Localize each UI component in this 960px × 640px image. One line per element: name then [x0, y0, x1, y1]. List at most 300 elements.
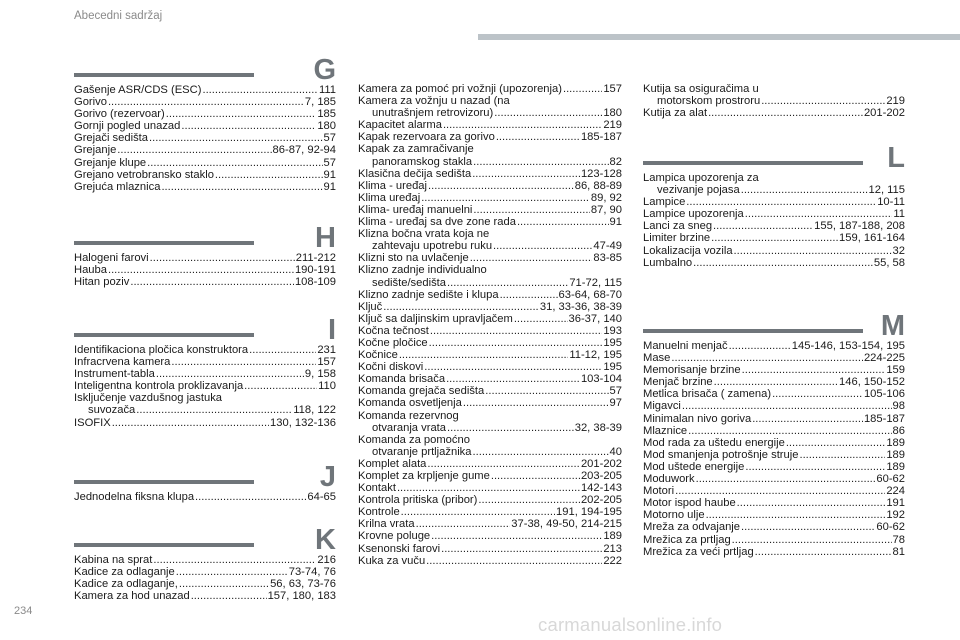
dot-leader: [427, 458, 580, 470]
index-entry-pages: 108-109: [294, 276, 336, 289]
dot-leader: [682, 400, 892, 412]
dot-leader: [732, 534, 892, 546]
index-entry-pages: 201-202: [580, 457, 622, 470]
index-entry: [643, 413, 905, 425]
index-entry-pages: 219: [886, 95, 905, 108]
dot-leader: [244, 380, 317, 392]
index-entry-label: Kadice za odlaganje: [74, 566, 175, 579]
dot-leader: [447, 422, 574, 434]
index-entry-label: sedište/sedišta: [372, 276, 447, 289]
section-divider: [643, 161, 863, 165]
index-entry-pages: 157: [317, 356, 336, 369]
dot-leader: [473, 204, 589, 216]
index-entry-label: Mase: [643, 352, 671, 365]
index-entry-pages: 82: [609, 155, 622, 168]
index-entry-label: Kamera za hod unazad: [74, 590, 190, 603]
index-entry-pages: 103-104: [580, 373, 622, 386]
dot-leader: [478, 494, 580, 506]
section-letter: H: [315, 222, 336, 254]
index-entry-label: Lumbalno: [643, 256, 693, 269]
dot-leader: [693, 257, 873, 269]
index-entry: [358, 446, 622, 458]
index-entry-label: Kapacitet alarma: [358, 119, 442, 132]
index-entry-pages: 231: [317, 344, 336, 356]
index-entry-label: Gašenje ASR/CDS (ESC): [74, 84, 202, 96]
dot-leader: [156, 368, 304, 380]
index-entry-label: Klizno zadnje sedište i klupa: [358, 288, 499, 301]
dot-leader: [711, 232, 838, 244]
index-entry-pages: 12, 115: [868, 184, 905, 197]
index-entry-label: Hauba: [74, 264, 107, 277]
index-entry: [358, 422, 622, 434]
index-entry-pages: 185-187: [863, 412, 905, 425]
dot-leader: [112, 417, 269, 429]
index-entry-list: [643, 172, 905, 269]
dot-leader: [686, 196, 876, 208]
index-entry-pages: 195: [603, 336, 622, 349]
index-entry-pages: 211-212: [295, 252, 336, 264]
index-entry-pages: 86: [892, 424, 905, 437]
section-letter: I: [327, 314, 336, 346]
index-entry-pages: 118, 122: [293, 404, 336, 417]
index-entry: [643, 425, 905, 437]
index-entry: [74, 264, 336, 276]
dot-leader: [671, 352, 863, 364]
index-entry: [358, 168, 622, 180]
dot-leader: [799, 449, 885, 461]
index-entry-label: Motori: [643, 485, 675, 498]
index-entry: [643, 245, 905, 257]
index-entry-label: Ksenonski farovi: [358, 542, 441, 555]
index-entry-label: Kamera za pomoć pri vožnji (upozorenja): [358, 83, 562, 95]
index-section-h: [74, 222, 336, 289]
dot-leader: [500, 289, 558, 301]
index-entry-pages: 180: [317, 120, 336, 133]
index-entry-label: zahtevaju upotrebu ruku: [372, 240, 493, 253]
index-entry: [358, 192, 622, 204]
index-entry-label: ISOFIX: [74, 416, 111, 429]
index-entry: [643, 473, 905, 485]
dot-leader: [136, 404, 292, 416]
index-entry: [643, 388, 905, 400]
dot-leader: [179, 578, 269, 590]
dot-leader: [473, 156, 608, 168]
index-entry: [643, 521, 905, 533]
index-entry: [74, 252, 336, 264]
dot-leader: [737, 497, 886, 509]
index-entry: [358, 277, 622, 289]
index-entry: [358, 131, 622, 143]
index-entry-pages: 189: [886, 460, 905, 473]
index-entry: [74, 566, 336, 578]
index-entry-pages: 105-106: [863, 388, 905, 401]
dot-leader: [714, 376, 838, 388]
index-entry: [358, 107, 622, 119]
index-entry-first-line: Lampica upozorenja za: [643, 172, 759, 184]
index-entry: [358, 458, 622, 470]
index-entry-pages: 87, 90: [590, 203, 622, 216]
index-entry-label: Lokalizacija vozila: [643, 244, 733, 257]
dot-leader: [514, 313, 568, 325]
index-entry-list: [74, 491, 336, 503]
index-entry: [358, 119, 622, 131]
dot-leader: [161, 181, 322, 193]
dot-leader: [153, 554, 316, 566]
index-entry-first-line: Kamera za vožnju u nazad (na: [358, 95, 510, 108]
index-entry-pages: 219: [603, 119, 622, 132]
index-entry: [358, 313, 622, 325]
index-entry-pages: 86, 88-89: [574, 179, 622, 192]
index-section-l: [643, 142, 905, 269]
section-divider: [74, 543, 254, 547]
dot-leader: [447, 277, 568, 289]
index-entry: [358, 289, 622, 301]
index-entry-pages: 185: [317, 108, 336, 121]
section-divider: [74, 333, 254, 337]
index-entry-pages: 60-62: [876, 521, 905, 534]
section-header: [74, 54, 336, 86]
index-entry-label: Identifikaciona pločica konstruktora: [74, 344, 249, 356]
index-entry: [358, 543, 622, 555]
index-section-k: [74, 524, 336, 603]
index-entry-pages: 159: [886, 364, 905, 377]
index-entry: [643, 364, 905, 376]
index-entry: [643, 232, 905, 244]
index-entry: [643, 485, 905, 497]
index-entry-label: Mod smanjenja potrošnje struje: [643, 448, 799, 461]
dot-leader: [713, 220, 813, 232]
dot-leader: [428, 180, 574, 192]
dot-leader: [493, 240, 592, 252]
index-entry-label: Mod rada za uštedu energije: [643, 436, 785, 449]
index-entry: [74, 404, 336, 416]
dot-leader: [416, 518, 511, 530]
index-entry-label: Klima - uređaj sa dve zone rada: [358, 216, 516, 229]
dot-leader: [729, 340, 791, 352]
index-section-k-continued: [358, 83, 622, 567]
index-entry-pages: 146, 150-152: [839, 376, 905, 389]
index-entry-pages: 130, 132-136: [270, 416, 336, 429]
index-entry-label: Mrežica za veći prtljag: [643, 545, 754, 558]
index-entry-label: Jednodelna fiksna klupa: [74, 491, 195, 503]
dot-leader: [117, 144, 271, 156]
index-entry-label: Grejači sedišta: [74, 132, 148, 145]
index-entry-pages: 159, 161-164: [839, 232, 905, 245]
section-letter: M: [880, 310, 905, 342]
index-entry-pages: 222: [603, 554, 622, 567]
index-entry-label: Gorivo (rezervoar): [74, 108, 165, 121]
index-entry: [358, 385, 622, 397]
index-entry: [643, 220, 905, 232]
index-entry-pages: 57: [323, 132, 336, 145]
index-entry-pages: 57: [609, 385, 622, 398]
index-section-j: [74, 461, 336, 503]
index-entry-label: Kočni diskovi: [358, 361, 424, 374]
index-entry-first-line: Isključenje vazdušnog jastuka: [74, 392, 223, 405]
index-entry-pages: 31, 33-36, 38-39: [539, 300, 622, 313]
index-entry: [358, 361, 622, 373]
index-entry-pages: 216: [317, 554, 336, 566]
index-entry-pages: 91: [323, 180, 336, 193]
index-entry-first-line: Kapak za zamračivanje: [358, 143, 474, 156]
index-entry-label: Kočnice: [358, 349, 398, 362]
index-entry-pages: 40: [609, 445, 622, 458]
section-header: [643, 142, 905, 174]
index-entry: [358, 397, 622, 409]
index-entry-pages: 57: [323, 156, 336, 169]
index-entry-label: Hitan poziv: [74, 276, 130, 289]
index-entry-pages: 36-37, 140: [568, 312, 622, 325]
index-entry: [358, 555, 622, 567]
index-entry: [358, 373, 622, 385]
dot-leader: [429, 337, 603, 349]
index-entry: [358, 530, 622, 542]
dot-leader: [397, 482, 580, 494]
index-entry-label: Mlaznice: [643, 424, 688, 437]
index-entry-label: Metlica brisača ( zamena): [643, 388, 772, 401]
index-entry: [74, 120, 336, 132]
index-entry: [358, 325, 622, 337]
index-entry-pages: 97: [609, 397, 622, 410]
index-entry-label: unutrašnjem retrovizoru): [372, 107, 494, 120]
index-entry: [74, 417, 336, 429]
index-entry: [358, 301, 622, 313]
index-entry: [74, 169, 336, 181]
dot-leader: [149, 132, 323, 144]
index-entry-pages: 180: [603, 107, 622, 120]
section-header: [74, 222, 336, 254]
section-letter: G: [313, 54, 336, 86]
dot-leader: [742, 364, 886, 376]
dot-leader: [130, 276, 294, 288]
dot-leader: [708, 107, 863, 119]
index-entry-pages: 145-146, 153-154, 195: [791, 340, 905, 352]
index-entry-pages: 189: [886, 448, 905, 461]
dot-leader: [734, 245, 892, 257]
index-entry-pages: 185-187: [580, 131, 622, 144]
index-entry-label: Krovne poluge: [358, 530, 431, 543]
index-entry: [643, 449, 905, 461]
dot-leader: [517, 216, 609, 228]
index-entry: [74, 84, 336, 96]
dot-leader: [249, 344, 316, 356]
dot-leader: [745, 461, 885, 473]
index-entry-pages: 78: [892, 533, 905, 546]
index-entry: [74, 578, 336, 590]
index-entry-label: Kontrola pritiska (pribor): [358, 494, 478, 507]
index-entry: [74, 344, 336, 356]
index-entry-pages: 191: [886, 497, 905, 510]
index-entry-label: Kutija za alat: [643, 107, 708, 120]
index-entry-label: Minimalan nivo goriva: [643, 412, 752, 425]
index-entry-pages: 71-72, 115: [569, 276, 622, 289]
dot-leader: [195, 491, 306, 503]
index-entry-pages: 190-191: [294, 264, 336, 277]
dot-leader: [202, 84, 318, 96]
dot-leader: [446, 373, 580, 385]
index-entry-label: Klizni sto na uvlačenje: [358, 252, 469, 265]
dot-leader: [485, 385, 608, 397]
index-entry-label: Gorivo: [74, 96, 107, 109]
index-entry-first-line: Klizno zadnje individualno: [358, 264, 487, 277]
index-entry-label: vezivanje pojasa: [657, 184, 740, 197]
dot-leader: [696, 473, 876, 485]
index-entry-label: Kontrole: [358, 506, 400, 519]
index-entry-list: [74, 84, 336, 193]
index-entry-first-line: Kutija sa osiguračima u: [643, 83, 759, 95]
dot-leader: [472, 168, 580, 180]
dot-leader: [470, 252, 593, 264]
index-entry-pages: 195: [603, 361, 622, 374]
index-entry-label: Komanda brisača: [358, 373, 446, 386]
index-entry-label: Kabina na sprat: [74, 554, 153, 566]
dot-leader: [494, 107, 602, 119]
section-letter: J: [319, 461, 336, 493]
section-divider: [74, 241, 254, 245]
index-entry: [74, 590, 336, 602]
index-entry-label: Kočne pločice: [358, 336, 428, 349]
dot-leader: [426, 555, 602, 567]
index-entry-label: Ključ: [358, 300, 383, 313]
dot-leader: [401, 506, 555, 518]
index-entry: [74, 132, 336, 144]
index-entry-label: suvozača: [88, 404, 136, 417]
index-entry: [74, 181, 336, 193]
dot-leader: [741, 521, 875, 533]
index-entry: [74, 491, 336, 503]
index-entry: [643, 509, 905, 521]
index-entry: [358, 349, 622, 361]
index-entry-pages: 123-128: [580, 167, 622, 180]
index-entry-pages: 10-11: [877, 196, 905, 209]
index-entry-pages: 63-64, 68-70: [558, 288, 622, 301]
dot-leader: [441, 543, 602, 555]
dot-leader: [108, 264, 294, 276]
index-entry-pages: 191, 194-195: [556, 506, 622, 519]
index-entry-pages: 47-49: [593, 240, 622, 253]
section-divider: [74, 480, 254, 484]
index-entry-label: Instrument-tabla: [74, 368, 155, 381]
index-entry: [358, 470, 622, 482]
watermark: carmanualsonline.info: [538, 614, 723, 635]
index-entry: [358, 204, 622, 216]
index-entry: [358, 494, 622, 506]
index-entry-label: Kočna tečnost: [358, 324, 429, 337]
index-entry: [643, 196, 905, 208]
index-entry-label: Grejuća mlaznica: [74, 180, 161, 193]
dot-leader: [563, 83, 602, 95]
index-entry-pages: 142-143: [580, 482, 622, 495]
index-entry-pages: 193: [603, 324, 622, 337]
section-letter: L: [887, 142, 905, 174]
index-entry-label: Infracrvena kamera: [74, 356, 171, 369]
index-entry-pages: 32: [892, 244, 905, 257]
index-entry-label: panoramskog stakla: [372, 155, 473, 168]
index-entry-label: Komanda grejača sedišta: [358, 385, 485, 398]
index-entry-pages: 155, 187-188, 208: [814, 220, 905, 233]
index-entry-label: Menjač brzine: [643, 376, 713, 389]
dot-leader: [491, 470, 580, 482]
index-entry-label: otvaranja vrata: [372, 421, 447, 434]
index-entry-pages: 91: [609, 216, 622, 229]
index-entry: [358, 252, 622, 264]
index-entry: [358, 180, 622, 192]
index-entry-label: Klima- uređaj manuelni: [358, 203, 473, 216]
index-entry: [358, 482, 622, 494]
index-entry: [74, 108, 336, 120]
index-entry: [643, 437, 905, 449]
index-entry-label: Kapak rezervoara za gorivo: [358, 131, 495, 144]
index-entry: [74, 368, 336, 380]
index-entry-pages: 32, 38-39: [574, 421, 622, 434]
index-entry: [643, 534, 905, 546]
index-entry-label: Manuelni menjač: [643, 340, 728, 352]
dot-leader: [181, 120, 316, 132]
index-entry-label: Lampice upozorenja: [643, 208, 744, 221]
index-entry-pages: 224: [886, 485, 905, 498]
dot-leader: [191, 590, 267, 602]
index-entry-label: Klima uređaj: [358, 191, 421, 204]
index-entry-label: Kuka za vuču: [358, 554, 426, 567]
dot-leader: [675, 485, 885, 497]
index-entry-pages: 201-202: [863, 107, 905, 120]
index-entry-pages: 157: [603, 83, 622, 95]
index-entry-label: Krilna vrata: [358, 518, 415, 531]
dot-leader: [147, 157, 322, 169]
index-entry-first-line: Komanda za pomoćno: [358, 433, 470, 446]
index-entry-pages: 55, 58: [873, 256, 905, 269]
index-entry-pages: 189: [603, 530, 622, 543]
index-entry-label: otvaranje prtljažnika: [372, 445, 472, 458]
index-entry-pages: 60-62: [876, 473, 905, 486]
index-entry-pages: 83-85: [593, 252, 622, 265]
index-entry: [643, 340, 905, 352]
dot-leader: [688, 425, 891, 437]
dot-leader: [706, 509, 886, 521]
index-entry-label: Mod uštede energije: [643, 460, 745, 473]
index-entry: [358, 506, 622, 518]
index-entry: [643, 184, 905, 196]
index-entry: [358, 83, 622, 95]
index-entry: [358, 216, 622, 228]
index-entry-pages: 7, 185: [304, 96, 336, 109]
dot-leader: [424, 361, 602, 373]
index-entry: [74, 96, 336, 108]
index-entry: [643, 352, 905, 364]
index-entry-label: Memorisanje brzine: [643, 364, 741, 377]
index-entry-label: Gornji pogled unazad: [74, 120, 181, 133]
index-entry-pages: 73-74, 76: [288, 566, 336, 579]
index-entry-label: Lampice: [643, 196, 686, 209]
dot-leader: [463, 397, 609, 409]
index-entry-label: Komanda osvetljenja: [358, 397, 462, 410]
header-bar: [478, 34, 960, 40]
index-entry-pages: 81: [892, 545, 905, 558]
index-entry: [643, 107, 905, 119]
dot-leader: [421, 192, 590, 204]
index-entry: [643, 461, 905, 473]
index-entry: [74, 356, 336, 368]
index-entry-label: Kontakt: [358, 482, 396, 495]
dot-leader: [383, 301, 539, 313]
index-entry-label: Mrežica za prtljag: [643, 533, 731, 546]
dot-leader: [166, 108, 317, 120]
index-entry-list: [358, 83, 622, 567]
index-section-i: [74, 314, 336, 429]
index-entry-pages: 189: [886, 436, 905, 449]
index-entry: [643, 546, 905, 558]
index-entry: [643, 376, 905, 388]
